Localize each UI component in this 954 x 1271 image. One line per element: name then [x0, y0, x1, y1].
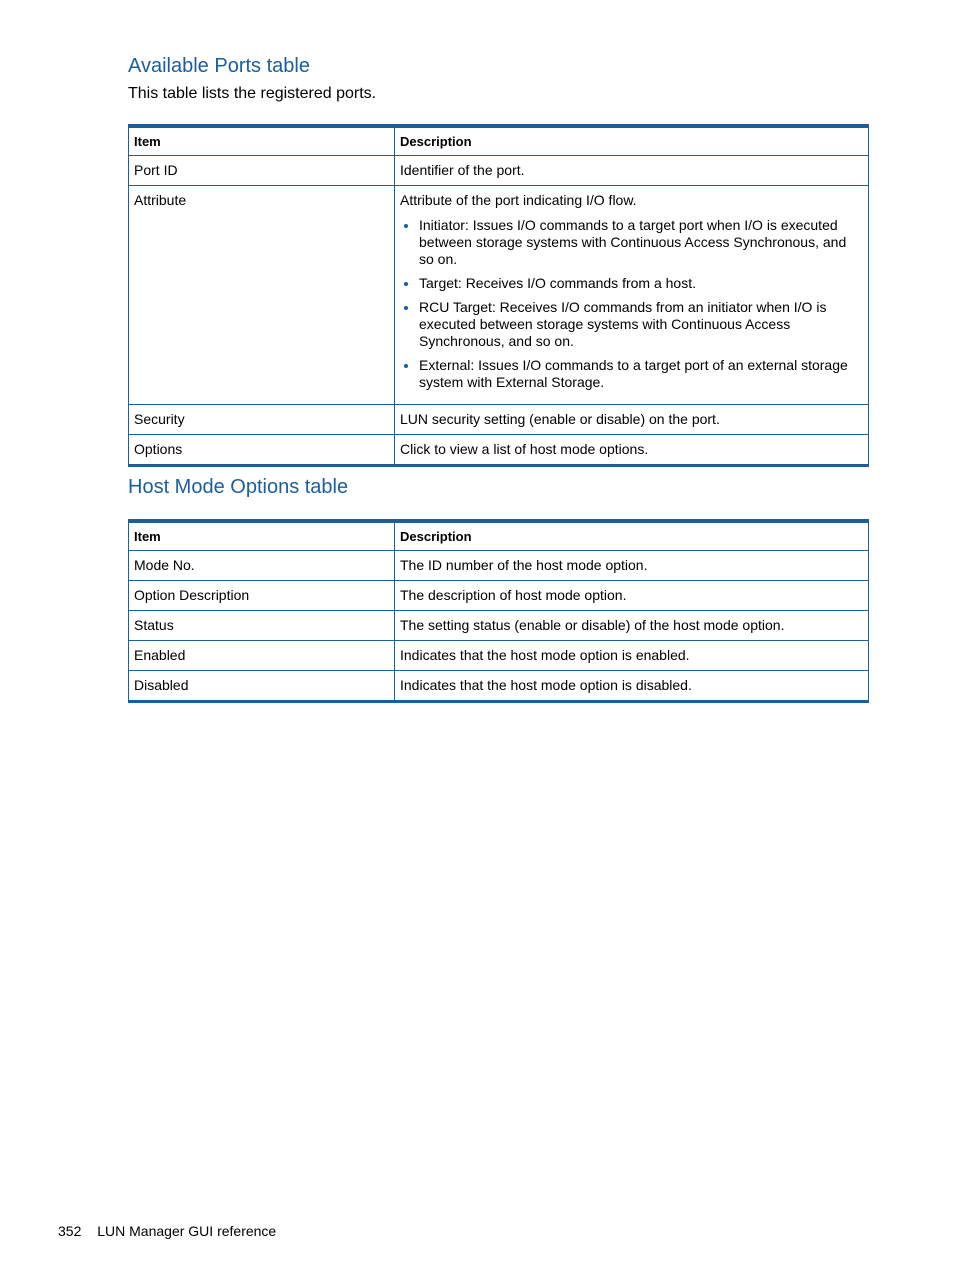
table-header-row — [129, 521, 869, 551]
table-header-row — [129, 126, 869, 156]
section-title-available-ports: Available Ports table — [128, 55, 310, 77]
cell-description: Indicates that the host mode option is enabled. — [395, 641, 869, 671]
table-row — [129, 611, 869, 641]
table-row — [129, 641, 869, 671]
cell-item: Enabled — [129, 641, 395, 671]
column-header-item: Item — [129, 521, 395, 551]
section-intro: This table lists the registered ports. — [128, 85, 377, 102]
host-mode-options-table — [128, 519, 869, 703]
table-row — [129, 186, 869, 405]
table-row — [129, 581, 869, 611]
table-row — [129, 551, 869, 581]
cell-description: Click to view a list of host mode options. — [395, 435, 869, 466]
cell-item: Status — [129, 611, 395, 641]
attribute-bullet-list — [400, 217, 863, 391]
cell-description: The ID number of the host mode option. — [395, 551, 869, 581]
cell-item: Mode No. — [129, 551, 395, 581]
cell-item: Attribute — [129, 186, 395, 405]
cell-item: Options — [129, 435, 395, 466]
list-item: • RCU Target: Receives I/O commands from an initiator when I/O is executed between storage systems with Continuous Access Synchronous, and so on. — [419, 299, 863, 350]
cell-item: Option Description — [129, 581, 395, 611]
cell-description: The description of host mode option. — [395, 581, 869, 611]
cell-item: Disabled — [129, 671, 395, 702]
cell-item: Security — [129, 405, 395, 435]
footer-section-title: LUN Manager GUI reference — [97, 1223, 277, 1239]
table-row — [129, 156, 869, 186]
list-item: • External: Issues I/O commands to a target port of an external storage system with External Storage. — [419, 357, 863, 391]
cell-description: The setting status (enable or disable) of the host mode option. — [395, 611, 869, 641]
section-title-host-mode-options: Host Mode Options table — [128, 476, 349, 498]
table-row — [129, 405, 869, 435]
table-row — [129, 671, 869, 702]
cell-description — [395, 186, 869, 405]
column-header-description: Description — [395, 521, 869, 551]
cell-description: Indicates that the host mode option is disabled. — [395, 671, 869, 702]
column-header-description: Description — [395, 126, 869, 156]
page-footer — [58, 1222, 276, 1240]
table-row — [129, 435, 869, 466]
cell-description: LUN security setting (enable or disable) on the port. — [395, 405, 869, 435]
cell-description: Identifier of the port. — [395, 156, 869, 186]
page-number: 352 — [58, 1223, 82, 1239]
column-header-item: Item — [129, 126, 395, 156]
list-item: • Target: Receives I/O commands from a host. — [419, 275, 863, 292]
available-ports-table — [128, 124, 869, 467]
cell-description-text: Attribute of the port indicating I/O flow. — [400, 192, 637, 208]
list-item: • Initiator: Issues I/O commands to a target port when I/O is executed between storage systems with Continuous Access Synchronous, and so on. — [419, 217, 863, 268]
cell-item: Port ID — [129, 156, 395, 186]
